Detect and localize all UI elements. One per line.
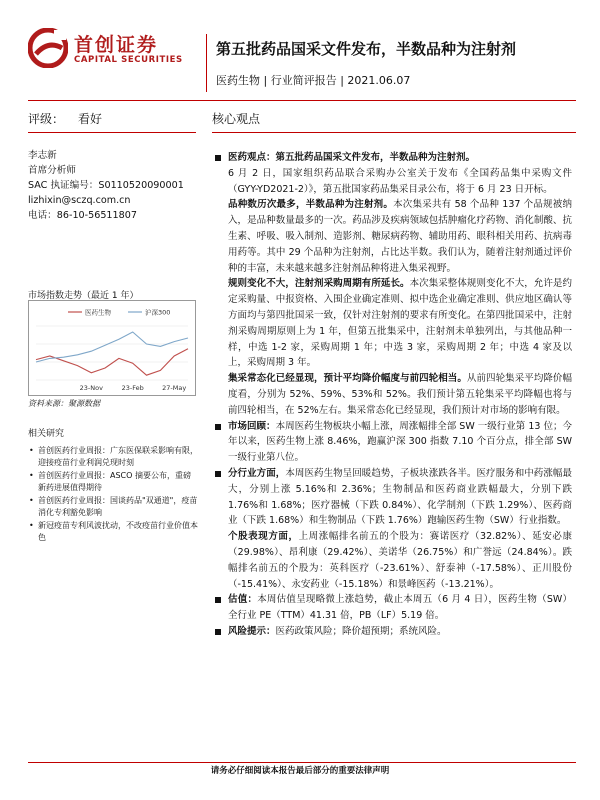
series-line-1 [36, 332, 188, 362]
paragraph: 6 月 2 日，国家组织药品联合采购办公室关于发布《全国药品集中采购文件（GYY-YD2021-2）》，第五批国家药品集采目录公布，将于 6 月 23 日开标。 [228, 167, 572, 195]
header-divider [206, 34, 207, 92]
market-index-chart [28, 300, 196, 396]
legal-footer: 请务必仔细阅读本报告最后部分的重要法律声明 [210, 766, 390, 776]
body-text: 本次集采整体规则变化不大，允许是约定采购量、中报资格、入围企业确定准则、拟中选企业确定准则、供应地区确认等方面均与第四批国采一致，仅针对注射剂的要求有所变化。在第四批国采中，注射剂采购周期原则上为 1 年，但第五批集采中，注射剂未单独列出，与其他品种一样，中选 1-2 家，采购周期 1 年；中选 3 家，采购周期 2 年；中选 4 家及以上，采购周期 3 年。 [228, 278, 572, 369]
analyst-role: 首席分析师 [28, 165, 76, 176]
body-text: 医药政策风险；降价超预期；系统风险。 [275, 625, 447, 637]
logo-mark-icon [28, 28, 68, 68]
header-rule [28, 100, 576, 101]
lead-text: 医药观点：第五批药品国采文件发布，半数品种为注射剂。 [228, 152, 476, 163]
chart-source: 资料来源：聚源数据 [28, 399, 100, 408]
related-item[interactable]: • 首创医药行业周报：国谈药品"双通道"，疫苗消化专利豁免影响 [28, 495, 198, 520]
related-item[interactable]: • 首创医药行业周报：ASCO 摘要公布，重磅新药进展值得期待 [28, 470, 198, 495]
paragraph [212, 197, 572, 276]
x-tick-label: 23-Nov [79, 384, 103, 392]
bullet-paragraph [212, 150, 572, 166]
chart-title: 市场指数走势（最近 1 年） [28, 291, 139, 301]
analyst-info [28, 148, 184, 223]
core-view-title: 核心观点 [212, 112, 261, 126]
bullet-paragraph [212, 592, 572, 624]
body-text: 本次集采共有 58 个品种 137 个品规被纳入，是品种数量最多的一次。药品涉及疾病领域包括肿瘤化疗药物、消化制酸、抗生素、呼吸、吸入制剂、造影剂、糖尿病药物、辅助用药、眼科相关用药、抗病毒用药等。其中 29 个品种为注射剂，占比达半数。我们认为，随着注射剂通过评价种的丰富，未来越来越多注射剂品种将进入集采视野。 [228, 199, 572, 274]
lead-text: 个股表现方面， [228, 531, 299, 543]
bullet-paragraph [212, 419, 572, 466]
body-text: 从前四轮集采平均降价幅度看，分别为 52%、59%、53%和 52%。我们预计第五轮集采平均降幅也将与前四轮相当，在 52%左右。集采常态化已经显现，我们预计对市场的影响有限。 [228, 373, 572, 416]
paragraph [212, 371, 572, 418]
analyst-phone: 电话：86-10-56511807 [28, 210, 137, 221]
lead-text: 品种数历次最多，半数品种为注射剂。 [228, 199, 394, 211]
body-text: 本周估值呈现略微上涨趋势，截止本周五（6 月 4 日），医药生物（SW）全行业 PE（TTM）41.31 倍，PB（LF）5.19 倍。 [228, 594, 572, 622]
report-title: 第五批药品国采文件发布，半数品种为注射剂 [216, 40, 517, 58]
lead-text: 集采常态化已经显现，预计平均降价幅度与前四轮相当。 [228, 373, 467, 385]
rating-label: 评级： [28, 112, 65, 126]
lead-text: 分行业方面， [228, 467, 286, 479]
legend-label: 沪深300 [145, 308, 171, 317]
paragraph [212, 529, 572, 592]
chart-frame [29, 301, 196, 396]
report-subtitle: 医药生物 | 行业简评报告 | 2021.06.07 [216, 74, 411, 87]
x-tick-label: 23-Feb [121, 384, 144, 392]
related-item[interactable]: • 新冠疫苗专利风波扰动，不改疫苗行业价值本色 [28, 520, 198, 545]
logo-text-en: CAPITAL SECURITIES [74, 55, 183, 65]
left-rule [28, 132, 196, 133]
lead-text: 规则变化不大，注射剂采购周期有所延长。 [228, 278, 410, 290]
company-logo [28, 28, 198, 70]
related-research [28, 428, 198, 545]
body-text: 本周医药生物呈回暖趋势，子板块涨跌各半。医疗服务和中药涨幅最大，分别上涨 5.16%和 2.36%；生物制品和医药商业跌幅最大，分别下跌 1.76%和 1.68%；医疗器械（下跌 0.84%）、化学制剂（下跌 1.29%）、医药商业（下跌 1.68%）和生物制品（下跌 1.76%）跑输医药生物（SW）行业指数。 [228, 467, 572, 527]
body-text: 本周医药生物板块小幅上涨，周涨幅排全部 SW 一级行业第 13 位；今年以来，医药生物上涨 8.46%，跑赢沪深 300 指数 7.10 个百分点，排全部 SW 一级行业第八位。 [228, 420, 572, 464]
footer-rule [28, 762, 576, 763]
chart-svg [28, 300, 196, 396]
lead-text: 估值： [228, 594, 258, 606]
lead-text: 风险提示： [228, 625, 276, 637]
body-text: 上周涨幅排名前五的个股为：赛诺医疗（32.82%）、延安必康（29.98%）、昂利康（29.42%）、美诺华（26.75%）和广誉远（24.84%）。跌幅排名前五的个股为：英科医疗（-23.61%）、舒泰神（-17.58%）、正川股份（-15.41%）、永安药业（-15.18%）和景峰医药（-13.21%）。 [228, 531, 572, 590]
analyst-license: SAC 执证编号：S0110520090001 [28, 180, 184, 191]
related-header: 相关研究 [28, 429, 65, 439]
legend-label: 医药生物 [85, 308, 111, 317]
bullet-paragraph [212, 624, 572, 640]
analyst-name: 李志新 [28, 150, 57, 161]
analyst-email[interactable]: lizhixin@sczq.com.cn [28, 195, 131, 206]
lead-text: 市场回顾： [228, 420, 276, 432]
rating-value: 看好 [78, 112, 103, 126]
x-tick-label: 27-May [162, 384, 187, 392]
paragraph [212, 276, 572, 371]
core-view-body [212, 150, 572, 640]
related-item[interactable]: • 首创医药行业周报：广东医保联采影响有限，迎接疫苗行业利润兑现时刻 [28, 445, 198, 470]
rating [28, 110, 116, 127]
right-rule [212, 132, 576, 133]
logo-text-cn: 首创证券 [74, 34, 159, 56]
bullet-paragraph [212, 466, 572, 529]
